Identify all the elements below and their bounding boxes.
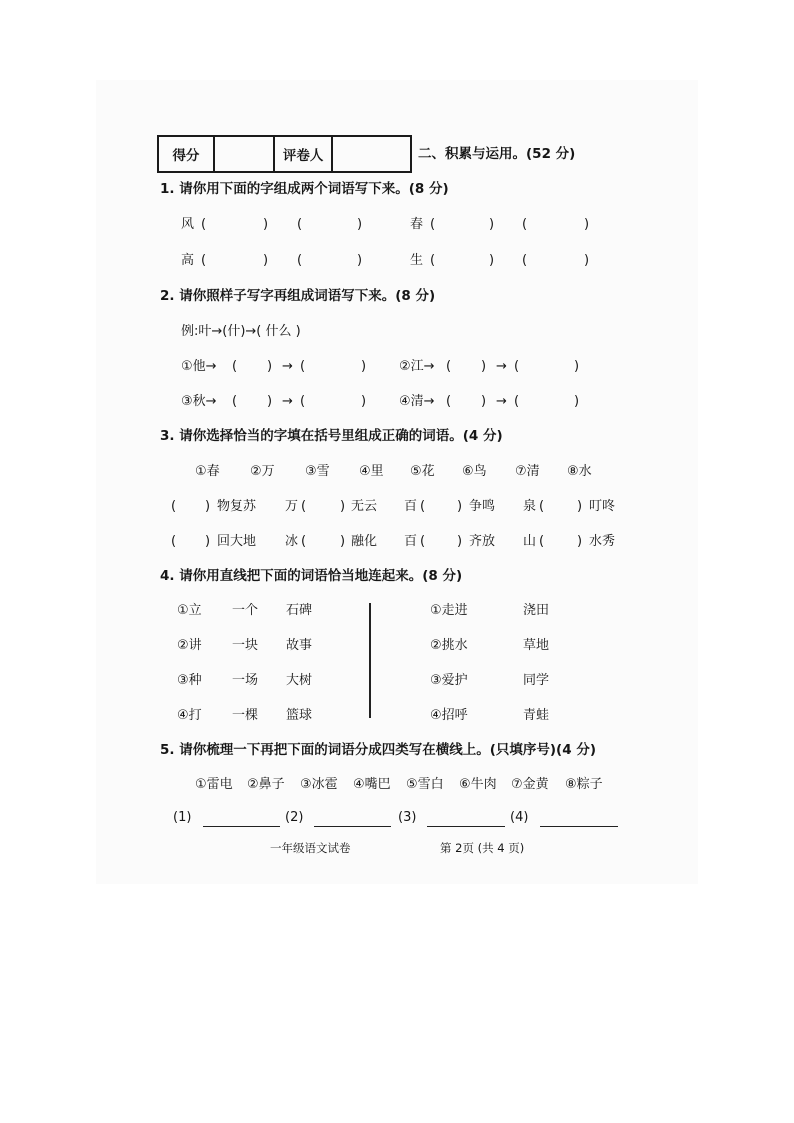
q1-open-paren: ( xyxy=(297,217,303,232)
q3-phrase-suffix: 无云 xyxy=(351,499,378,514)
q2-open-paren: ( xyxy=(514,359,520,374)
q1-close-paren: ) xyxy=(584,217,590,232)
q4-left-verb: ③种 xyxy=(177,673,202,688)
q3-phrase-prefix: 百 xyxy=(404,534,418,549)
q3-phrase-prefix: 山 xyxy=(523,534,537,549)
q1-open-paren: ( xyxy=(201,217,207,232)
q2-close-paren: ) xyxy=(574,394,580,409)
q2-item-2: ②江→ xyxy=(399,359,435,374)
q2-close-paren: ) xyxy=(361,394,367,409)
scanned-page xyxy=(96,80,698,884)
q3-open-paren: ( xyxy=(539,534,545,549)
score-table xyxy=(157,135,412,173)
q4-right-phrase: ③爱护 xyxy=(430,673,468,688)
q3-close-paren: ) xyxy=(577,534,583,549)
q2-arrow: → xyxy=(282,359,293,374)
q4-title: 4. 请你用直线把下面的词语恰当地连起来。(8 分) xyxy=(160,568,463,584)
grader-label: 评卷人 xyxy=(274,136,332,172)
grader-cell[interactable] xyxy=(332,136,411,172)
q3-title: 3. 请你选择恰当的字填在括号里组成正确的词语。(4 分) xyxy=(160,428,503,444)
q1-close-paren: ) xyxy=(263,253,269,268)
q4-right-word: 浇田 xyxy=(523,603,550,618)
q3-phrase-suffix: 物复苏 xyxy=(217,499,257,514)
q5-answer-line-4[interactable] xyxy=(540,826,618,827)
q1-char-chun: 春 xyxy=(410,217,424,232)
q4-right-word: 青蛙 xyxy=(523,708,550,723)
q2-arrow: → xyxy=(496,359,507,374)
q3-close-paren: ) xyxy=(577,499,583,514)
q3-option: ⑤花 xyxy=(410,464,435,479)
q5-word: ⑦金黄 xyxy=(511,777,549,792)
q3-close-paren: ) xyxy=(205,499,211,514)
q3-phrase-suffix: 叮咚 xyxy=(589,499,616,514)
q3-option: ⑦清 xyxy=(515,464,540,479)
q3-close-paren: ) xyxy=(340,499,346,514)
q5-answer-line-2[interactable] xyxy=(314,826,391,827)
q1-close-paren: ) xyxy=(489,253,495,268)
q1-close-paren: ) xyxy=(357,253,363,268)
q3-phrase-suffix: 融化 xyxy=(351,534,378,549)
q5-blank-label: (2) xyxy=(285,810,304,825)
q1-open-paren: ( xyxy=(201,253,207,268)
divider-line xyxy=(369,603,371,718)
q3-option: ⑧水 xyxy=(567,464,592,479)
q2-item-4: ④清→ xyxy=(399,394,435,409)
q1-open-paren: ( xyxy=(522,217,528,232)
q2-close-paren: ) xyxy=(481,394,487,409)
q2-item-1: ①他→ xyxy=(181,359,217,374)
q3-phrase-suffix: 争鸣 xyxy=(469,499,496,514)
q3-open-paren: ( xyxy=(539,499,545,514)
q2-example: 例:叶→(什)→( 什么 ) xyxy=(181,324,301,339)
q3-phrase-prefix: 冰 xyxy=(285,534,299,549)
q4-right-word: 同学 xyxy=(523,673,550,688)
q3-phrase-suffix: 水秀 xyxy=(589,534,616,549)
q4-right-phrase: ④招呼 xyxy=(430,708,468,723)
q2-arrow: → xyxy=(282,394,293,409)
page-number: 第 2页 (共 4 页) xyxy=(440,841,525,855)
q1-close-paren: ) xyxy=(489,217,495,232)
q4-left-verb: ①立 xyxy=(177,603,202,618)
q3-close-paren: ) xyxy=(205,534,211,549)
q3-option: ③雪 xyxy=(305,464,330,479)
q1-title: 1. 请你用下面的字组成两个词语写下来。(8 分) xyxy=(160,181,449,197)
q5-word: ③冰雹 xyxy=(300,777,338,792)
q2-open-paren: ( xyxy=(514,394,520,409)
q1-char-feng: 风 xyxy=(181,217,195,232)
q5-word: ①雷电 xyxy=(195,777,233,792)
q4-left-noun: 石碑 xyxy=(286,603,313,618)
q4-left-verb: ②讲 xyxy=(177,638,202,653)
q5-blank-label: (3) xyxy=(398,810,417,825)
q4-left-measure: 一个 xyxy=(232,603,259,618)
q4-right-phrase: ①走进 xyxy=(430,603,468,618)
q5-blank-label: (4) xyxy=(510,810,529,825)
q4-right-word: 草地 xyxy=(523,638,550,653)
q1-close-paren: ) xyxy=(263,217,269,232)
q5-word: ②鼻子 xyxy=(247,777,285,792)
score-cell[interactable] xyxy=(214,136,274,172)
score-label: 得分 xyxy=(158,136,214,172)
q3-close-paren: ) xyxy=(457,534,463,549)
q2-open-paren: ( xyxy=(300,394,306,409)
q2-close-paren: ) xyxy=(481,359,487,374)
q3-option: ⑥鸟 xyxy=(462,464,487,479)
q5-answer-line-3[interactable] xyxy=(427,826,505,827)
q1-char-sheng: 生 xyxy=(410,253,424,268)
q3-open-paren: ( xyxy=(171,499,177,514)
q2-close-paren: ) xyxy=(267,394,273,409)
q3-close-paren: ) xyxy=(457,499,463,514)
section-title: 二、积累与运用。(52 分) xyxy=(418,146,576,162)
q5-answer-line-1[interactable] xyxy=(203,826,280,827)
q2-open-paren: ( xyxy=(446,359,452,374)
q3-open-paren: ( xyxy=(301,499,307,514)
q5-word: ⑧粽子 xyxy=(565,777,603,792)
q4-right-phrase: ②挑水 xyxy=(430,638,468,653)
q3-phrase-suffix: 回大地 xyxy=(217,534,257,549)
q2-close-paren: ) xyxy=(267,359,273,374)
q2-open-paren: ( xyxy=(300,359,306,374)
q3-open-paren: ( xyxy=(420,534,426,549)
q5-word: ⑥牛肉 xyxy=(459,777,497,792)
q2-close-paren: ) xyxy=(361,359,367,374)
q2-open-paren: ( xyxy=(232,394,238,409)
exam-name: 一年级语文试卷 xyxy=(270,841,351,855)
q2-item-3: ③秋→ xyxy=(181,394,217,409)
q1-close-paren: ) xyxy=(357,217,363,232)
q3-phrase-prefix: 泉 xyxy=(523,499,537,514)
q1-open-paren: ( xyxy=(297,253,303,268)
q3-close-paren: ) xyxy=(340,534,346,549)
q3-open-paren: ( xyxy=(301,534,307,549)
q5-word: ④嘴巴 xyxy=(353,777,391,792)
q3-phrase-prefix: 万 xyxy=(285,499,299,514)
q5-blank-label: (1) xyxy=(173,810,192,825)
q2-open-paren: ( xyxy=(446,394,452,409)
q5-word: ⑤雪白 xyxy=(406,777,444,792)
q1-close-paren: ) xyxy=(584,253,590,268)
q1-open-paren: ( xyxy=(522,253,528,268)
q2-open-paren: ( xyxy=(232,359,238,374)
q4-left-noun: 故事 xyxy=(286,638,313,653)
q4-left-measure: 一块 xyxy=(232,638,259,653)
q3-phrase-suffix: 齐放 xyxy=(469,534,496,549)
q5-title: 5. 请你梳理一下再把下面的词语分成四类写在横线上。(只填序号)(4 分) xyxy=(160,742,596,758)
q1-char-gao: 高 xyxy=(181,253,195,268)
q3-open-paren: ( xyxy=(420,499,426,514)
q4-left-noun: 大树 xyxy=(286,673,313,688)
q4-left-verb: ④打 xyxy=(177,708,202,723)
q3-open-paren: ( xyxy=(171,534,177,549)
q3-option: ②万 xyxy=(250,464,275,479)
q3-option: ④里 xyxy=(359,464,384,479)
q3-option: ①春 xyxy=(195,464,220,479)
q3-phrase-prefix: 百 xyxy=(404,499,418,514)
q1-open-paren: ( xyxy=(430,253,436,268)
q1-open-paren: ( xyxy=(430,217,436,232)
q2-arrow: → xyxy=(496,394,507,409)
q4-left-measure: 一棵 xyxy=(232,708,259,723)
q4-left-noun: 篮球 xyxy=(286,708,313,723)
q2-close-paren: ) xyxy=(574,359,580,374)
q2-title: 2. 请你照样子写字再组成词语写下来。(8 分) xyxy=(160,288,436,304)
q4-left-measure: 一场 xyxy=(232,673,259,688)
